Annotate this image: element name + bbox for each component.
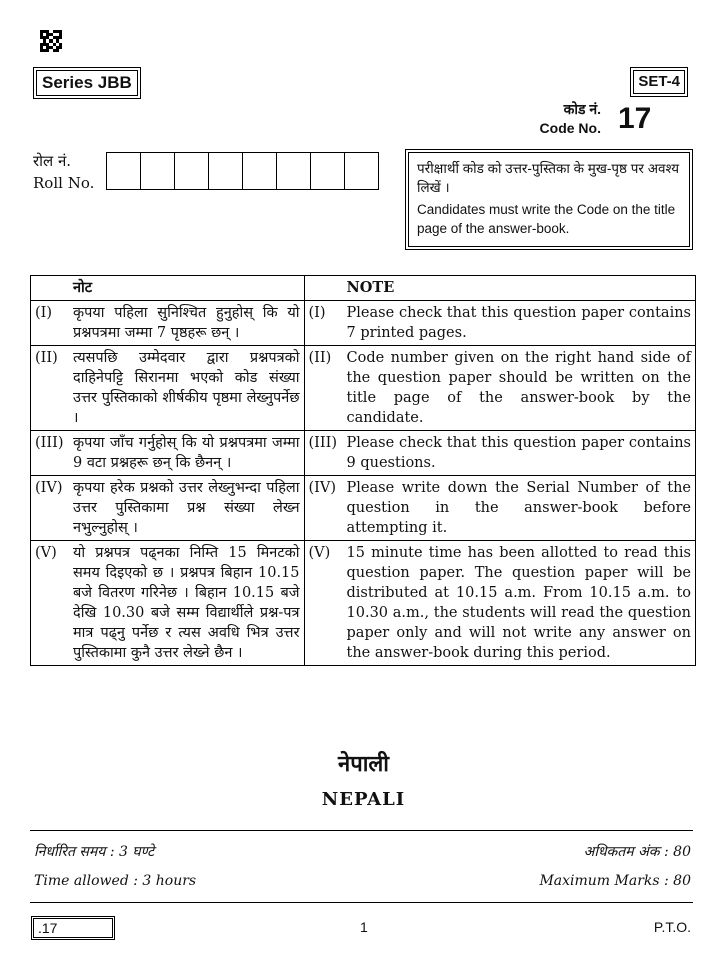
note-text-en: Please write down the Serial Number of the question in the answer-book before attempting it. (343, 476, 696, 541)
note-text-en: Please check that this question paper contains 9 questions. (343, 431, 696, 476)
note-number: (II) (304, 346, 343, 431)
note-number: (II) (31, 346, 70, 431)
time-allowed-np: निर्धारित समय : 3 घण्टे (34, 844, 155, 860)
roll-label-np: रोल नं. (33, 152, 72, 170)
notes-head-en: NOTE (343, 276, 696, 301)
qr-code-icon (40, 30, 62, 52)
note-number: (V) (31, 541, 70, 666)
note-number: (III) (31, 431, 70, 476)
roll-digit-box[interactable] (345, 153, 378, 189)
note-text-en: Please check that this question paper contains 7 printed pages. (343, 301, 696, 346)
subject-title-en: NEPALI (321, 789, 406, 810)
note-text-np: यो प्रश्नपत्र पढ्नका निम्ति 15 मिनटको समय दिइएको छ । प्रश्नपत्र बिहान 10.15 बजे वितरण गरिनेछ । बिहान 10.15 बजे देखि 10.30 बजे सम्म विद्यार्थीले प्रश्न-पत्र मात्र पढ्नु पर्नेछ र त्यस अवधि भित्र उत्तर पुस्तिकामा कुनै उत्तर लेख्ने छैन । (69, 541, 304, 666)
note-text-np: कृपया पहिला सुनिश्चित हुनुहोस् कि यो प्रश्नपत्रमा जम्मा 7 पृष्ठहरू छन् । (69, 301, 304, 346)
time-allowed-en: Time allowed : 3 hours (34, 873, 197, 889)
note-number: (I) (31, 301, 70, 346)
instruction-np: परीक्षार्थी कोड को उत्तर-पुस्तिका के मुख-पृष्ठ पर अवश्य लिखें । (417, 161, 680, 195)
table-row (31, 301, 696, 346)
roll-label (33, 150, 94, 194)
note-number: (I) (304, 301, 343, 346)
roll-digit-box[interactable] (277, 153, 311, 189)
divider (30, 902, 693, 903)
page-number: 1 (360, 919, 368, 935)
note-number: (V) (304, 541, 343, 666)
subject-title-row (0, 748, 727, 778)
note-text-np: कृपया हरेक प्रश्नको उत्तर लेख्नुभन्दा पहिला उत्तर पुस्तिकामा प्रश्न संख्या लेख्न नभुल्नुहोस् । (69, 476, 304, 541)
note-number: (III) (304, 431, 343, 476)
note-text-np: त्यसपछि उम्मेदवार द्वारा प्रश्नपत्रको दाहिनेपट्टि सिरानमा भएको कोड संख्या उत्तर पुस्तिकाको शीर्षकीय पृष्ठमा लेख्नुपर्नेछ । (69, 346, 304, 431)
notes-table (30, 275, 696, 666)
qr-code-icon (298, 754, 320, 776)
table-row (31, 476, 696, 541)
max-marks-np: अधिकतम अंक : 80 (583, 844, 691, 860)
code-label-en: Code No. (539, 120, 601, 136)
subject-title-np: नेपाली (337, 751, 390, 777)
note-number: (IV) (304, 476, 343, 541)
roll-number-boxes[interactable] (106, 152, 379, 190)
roll-label-en: Roll No. (33, 174, 95, 192)
table-row (31, 431, 696, 476)
note-text-en: Code number given on the right hand side of the question paper should be written on the title page of the answer-book by the candidate. (343, 346, 696, 431)
divider (30, 830, 693, 831)
table-row (31, 541, 696, 666)
code-label (540, 100, 601, 138)
roll-digit-box[interactable] (141, 153, 175, 189)
code-label-np: कोड नं. (563, 101, 601, 117)
set-label: SET-4 (633, 70, 685, 94)
roll-digit-box[interactable] (243, 153, 277, 189)
pto-label: P.T.O. (653, 919, 691, 935)
notes-head-np: नोट (69, 276, 304, 301)
qr-code-icon (407, 754, 429, 776)
note-text-en: 15 minute time has been allotted to read this question paper. The question paper will be distributed at 10.15 a.m. From 10.15 a.m. to 10.30 a.m., the students will read the question paper only and will not write any answer on the answer-book during this period. (343, 541, 696, 666)
instruction-box (408, 152, 690, 247)
code-number: 17 (618, 102, 652, 135)
notes-header-row (31, 276, 696, 301)
roll-digit-box[interactable] (209, 153, 243, 189)
roll-digit-box[interactable] (107, 153, 141, 189)
max-marks-en: Maximum Marks : 80 (539, 873, 691, 889)
roll-digit-box[interactable] (175, 153, 209, 189)
footer-code: .17 (33, 918, 113, 938)
table-row (31, 346, 696, 431)
series-label: Series JBB (36, 70, 138, 96)
note-number: (IV) (31, 476, 70, 541)
instruction-en: Candidates must write the Code on the title page of the answer-book. (417, 202, 676, 236)
roll-digit-box[interactable] (311, 153, 345, 189)
note-text-np: कृपया जाँच गर्नुहोस् कि यो प्रश्नपत्रमा जम्मा 9 वटा प्रश्नहरू छन् कि छैनन् । (69, 431, 304, 476)
